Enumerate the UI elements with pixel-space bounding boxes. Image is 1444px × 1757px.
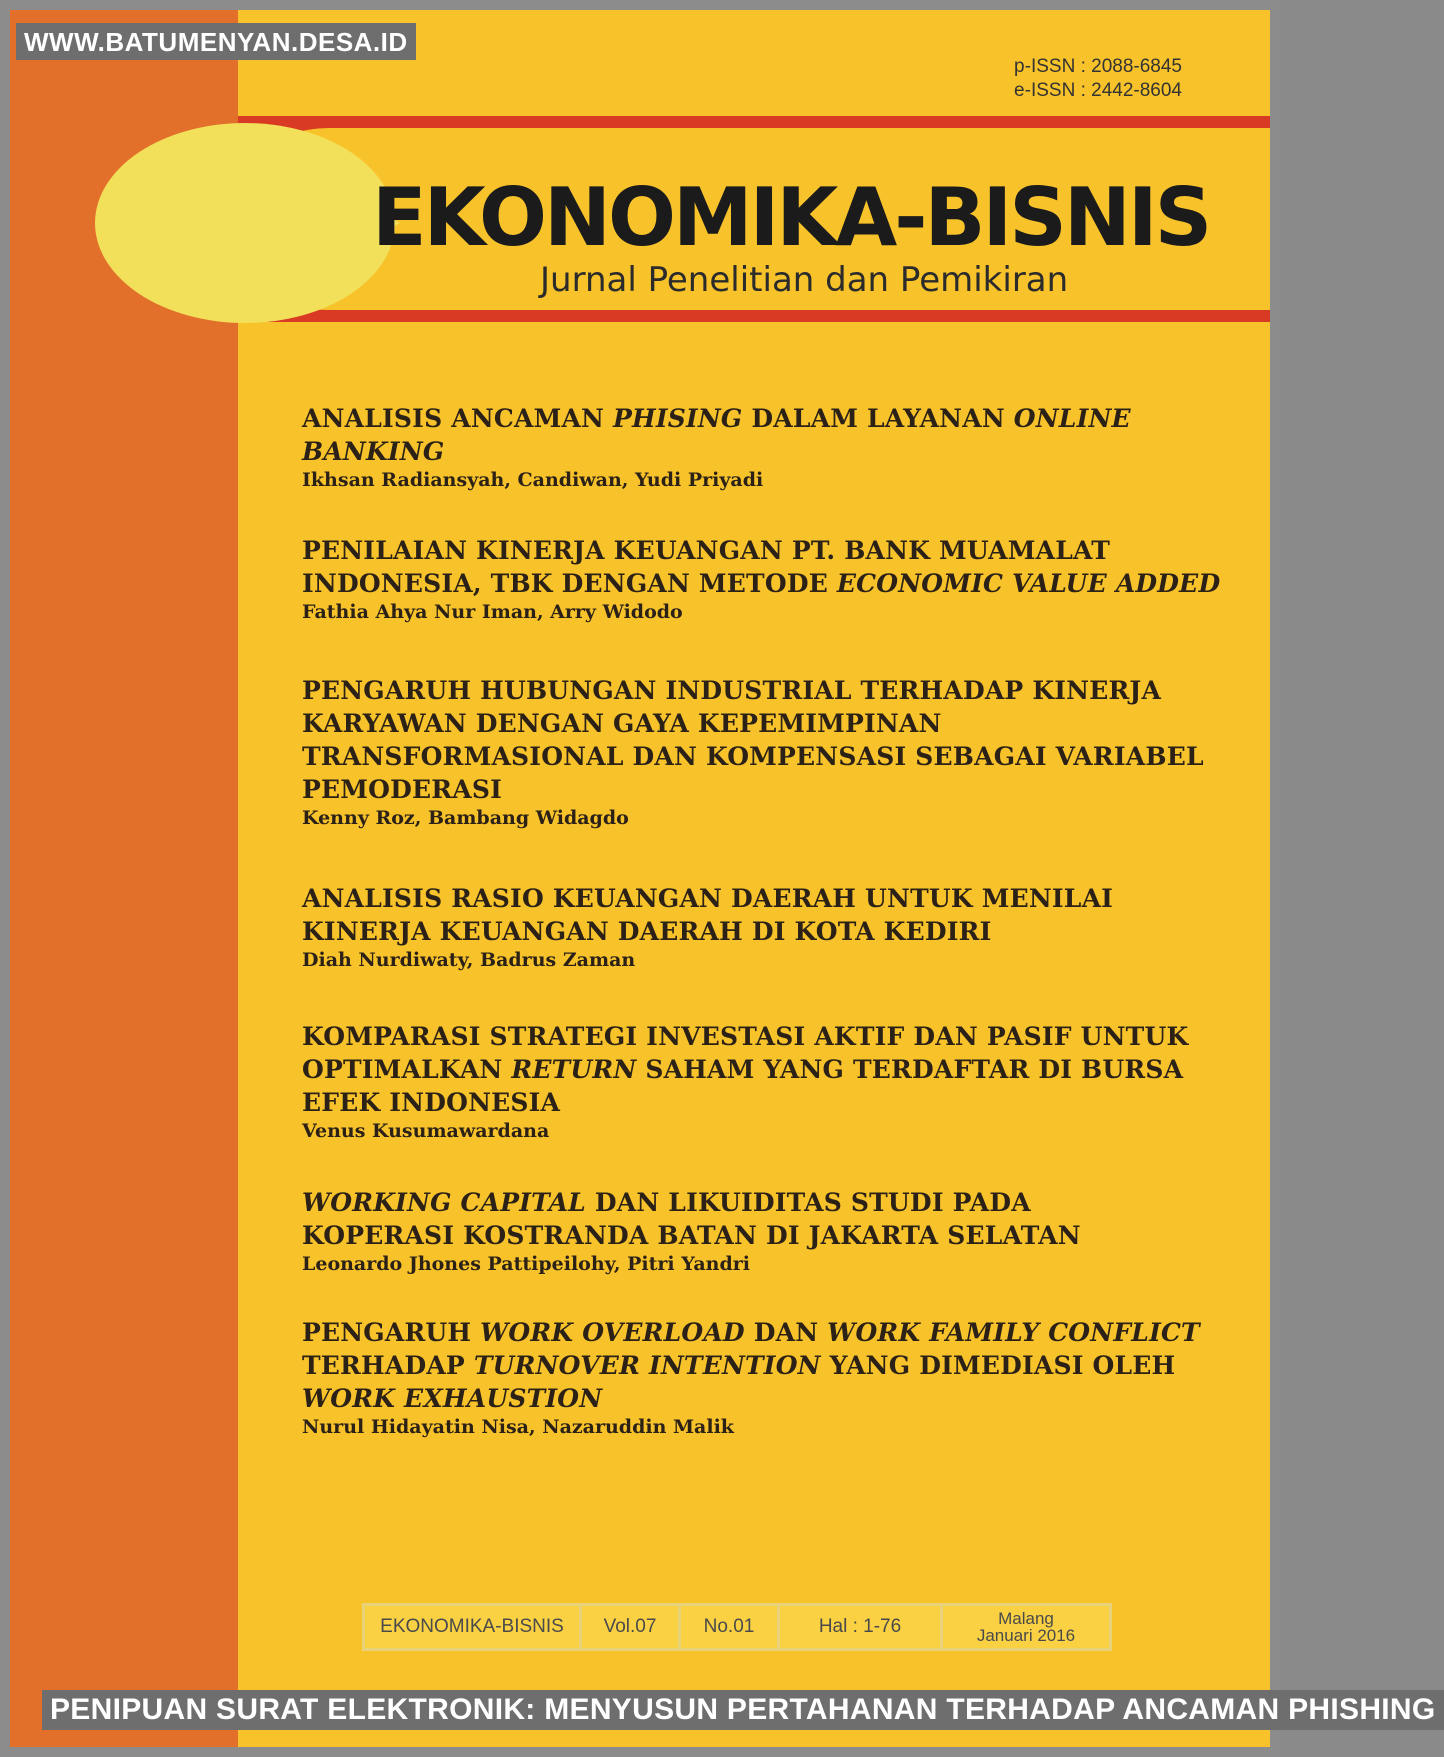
article-authors: Fathia Ahya Nur Iman, Arry Widodo xyxy=(302,601,683,623)
article-title-segment: ANALISIS RASIO KEUANGAN DAERAH UNTUK MENILAI KINERJA KEUANGAN DAERAH DI KOTA KEDIRI xyxy=(302,884,1114,946)
article-authors: Kenny Roz, Bambang Widagdo xyxy=(302,807,629,829)
journal-subtitle: Jurnal Penelitian dan Pemikiran xyxy=(540,260,1069,300)
article-title-italic-segment: PHISING xyxy=(613,404,743,433)
footer-journal: EKONOMIKA-BISNIS xyxy=(364,1605,581,1650)
footer-number: No.01 xyxy=(680,1605,779,1650)
article-title xyxy=(302,1316,1222,1415)
article-authors: Ikhsan Radiansyah, Candiwan, Yudi Priyadi xyxy=(302,469,764,491)
article-title-segment: TERHADAP xyxy=(302,1351,474,1380)
journal-cover xyxy=(10,10,1270,1747)
article-item xyxy=(302,534,1262,624)
issn-electronic: e-ISSN : 2442-8604 xyxy=(1014,80,1182,101)
article-item xyxy=(302,674,1262,830)
journal-title: EKONOMIKA-BISNIS xyxy=(372,171,1210,264)
article-title xyxy=(302,674,1232,806)
article-title-segment: DAN xyxy=(744,1318,828,1347)
footer-date: Januari 2016 xyxy=(976,1626,1076,1645)
article-title-italic-segment: WORK EXHAUSTION xyxy=(302,1384,603,1413)
article-authors: Venus Kusumawardana xyxy=(302,1120,550,1142)
article-item xyxy=(302,1316,1262,1439)
article-authors: Nurul Hidayatin Nisa, Nazaruddin Malik xyxy=(302,1416,734,1438)
site-banner[interactable]: WWW.BATUMENYAN.DESA.ID xyxy=(16,23,416,60)
article-item xyxy=(302,1020,1262,1143)
article-title-segment: KOMPARASI STRATEGI INVESTASI AKTIF DAN PASIF UNTUK OPTIMALKAN xyxy=(302,1022,1189,1084)
footer-volume: Vol.07 xyxy=(581,1605,680,1650)
article-title xyxy=(302,402,1262,468)
article-title-italic-segment: WORKING CAPITAL xyxy=(302,1188,586,1217)
article-title-segment: PENGARUH HUBUNGAN INDUSTRIAL TERHADAP KINERJA KARYAWAN DENGAN GAYA KEPEMIMPINAN TRANSFORMASIONAL DAN KOMPENSASI SEBAGAI VARIABEL PEMODERASI xyxy=(302,676,1204,804)
article-title xyxy=(302,534,1222,600)
article-title-segment: PENILAIAN KINERJA KEUANGAN PT. BANK MUAMALAT INDONESIA, TBK DENGAN METODE xyxy=(302,536,1111,598)
article-item xyxy=(302,882,1262,972)
article-title xyxy=(302,1020,1222,1119)
article-authors: Diah Nurdiwaty, Badrus Zaman xyxy=(302,949,636,971)
article-title-italic-segment: WORK OVERLOAD xyxy=(480,1318,745,1347)
article-title-segment: YANG DIMEDIASI OLEH xyxy=(820,1351,1176,1380)
footer-pages: Hal : 1-76 xyxy=(779,1605,942,1650)
footer-city: Malang xyxy=(998,1609,1054,1628)
article-title-segment: DALAM LAYANAN xyxy=(742,404,1014,433)
article-title-italic-segment: ONLINE BANKING xyxy=(302,404,1131,466)
article-title-italic-segment: RETURN xyxy=(511,1055,637,1084)
article-title-segment: PENGARUH xyxy=(302,1318,481,1347)
article-title-italic-segment: ECONOMIC VALUE ADDED xyxy=(836,569,1221,598)
article-title xyxy=(302,1186,1172,1252)
image-caption: PENIPUAN SURAT ELEKTRONIK: MENYUSUN PERTAHANAN TERHADAP ANCAMAN PHISHING xyxy=(42,1690,1444,1730)
article-title-segment: SAHAM YANG TERDAFTAR DI BURSA EFEK INDONESIA xyxy=(302,1055,1184,1117)
footer-city-date xyxy=(942,1605,1111,1650)
article-title xyxy=(302,882,1162,948)
article-title-segment: DAN LIKUIDITAS STUDI PADA KOPERASI KOSTRANDA BATAN DI JAKARTA SELATAN xyxy=(302,1188,1081,1250)
article-authors: Leonardo Jhones Pattipeilohy, Pitri Yandri xyxy=(302,1253,750,1275)
article-item xyxy=(302,402,1262,492)
issn-print: p-ISSN : 2088-6845 xyxy=(1014,56,1182,77)
article-title-segment: ANALISIS ANCAMAN xyxy=(302,404,613,433)
header-ellipse xyxy=(90,118,400,328)
issue-info-table xyxy=(362,1603,1112,1651)
article-title-italic-segment: TURNOVER INTENTION xyxy=(473,1351,821,1380)
article-title-italic-segment: WORK FAMILY CONFLICT xyxy=(827,1318,1200,1347)
article-item xyxy=(302,1186,1262,1276)
issn-block xyxy=(1014,55,1182,103)
